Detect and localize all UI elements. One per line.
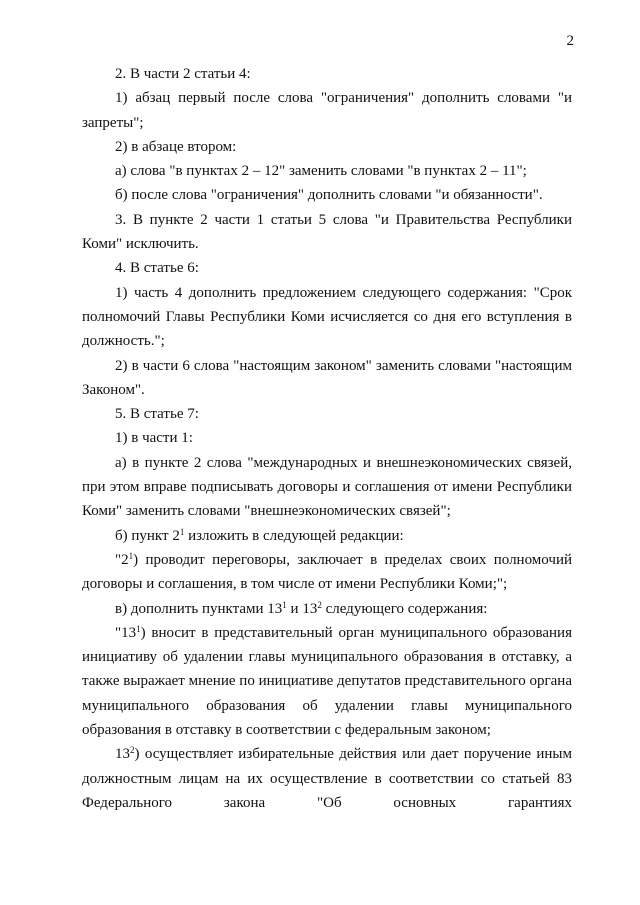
paragraph: 3. В пункте 2 части 1 статьи 5 слова "и Правительства Республики Коми" исключить. — [82, 211, 572, 253]
text-run: "13 — [115, 624, 137, 641]
text-run: в) дополнить пунктами 13 — [115, 600, 283, 617]
page-number: 2 — [566, 33, 574, 49]
text-run: ) вносит в представительный орган муниципального образования инициативу об удалении главы муниципального образования в отставку, а также выражает мнение по инициативе депутатов представительного органа муниципального образования об удалении главы муниципального образования в отставку в соответствии с федеральным законом; — [82, 624, 572, 739]
paragraph — [82, 742, 572, 815]
text-run: ) осуществляет избирательные действия или дает поручение иным должностным лицам на их осуществление в соответствии со статьей 83 Федерального закона "Об основных гарантиях — [82, 746, 572, 811]
paragraph — [82, 597, 572, 621]
paragraph: 2) в абзаце втором: — [115, 138, 237, 155]
paragraph: а) в пункте 2 слова "международных и внешнеэкономических связей, при этом вправе подписывать договоры и соглашения от имени Республики Коми" заменить словами "внешнеэкономических связей"; — [82, 454, 572, 520]
paragraph — [82, 621, 572, 742]
text-run: и 13 — [286, 600, 318, 617]
paragraph: 5. В статье 7: — [115, 406, 199, 423]
paragraph — [82, 548, 572, 597]
superscript: 1 — [179, 526, 185, 537]
text-run: следующего содержания: — [321, 600, 488, 617]
superscript: 1 — [282, 599, 287, 610]
superscript: 2 — [130, 745, 135, 756]
paragraph: 2) в части 6 слова "настоящим законом" заменить словами "настоящим Законом". — [82, 357, 572, 398]
text-run: ) проводит переговоры, заключает в пределах своих полномочий договоры и соглашения, в том числе от имени Республики Коми;"; — [82, 551, 572, 593]
text-run: "2 — [115, 551, 129, 568]
superscript: 1 — [136, 623, 141, 634]
paragraph: 1) абзац первый после слова "ограничения" дополнить словами "и запреты"; — [82, 90, 572, 131]
superscript: 2 — [317, 599, 322, 610]
paragraph — [82, 524, 572, 548]
document-body — [82, 62, 572, 815]
paragraph: 4. В статье 6: — [115, 260, 199, 277]
paragraph: б) после слова "ограничения" дополнить словами "и обязанности". — [115, 187, 543, 204]
paragraph: 1) часть 4 дополнить предложением следующего содержания: "Срок полномочий Главы Республики Коми исчисляется со дня его вступления в должность."; — [82, 284, 572, 350]
text-run: 13 — [115, 746, 130, 763]
text-run: изложить в следующей редакции: — [184, 527, 404, 544]
text-run: б) пункт 2 — [115, 527, 180, 544]
superscript: 1 — [128, 550, 134, 561]
paragraph: 2. В части 2 статьи 4: — [115, 66, 251, 82]
paragraph: 1) в части 1: — [115, 430, 193, 447]
paragraph: а) слова "в пунктах 2 – 12" заменить словами "в пунктах 2 – 11"; — [115, 163, 527, 180]
